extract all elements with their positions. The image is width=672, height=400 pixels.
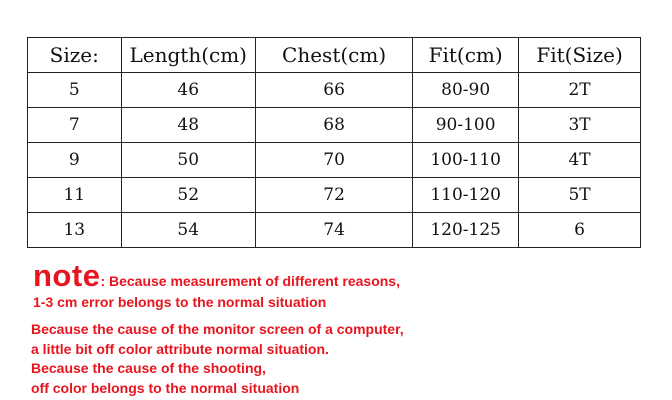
disclaimer-line: off color belongs to the normal situation <box>31 379 300 396</box>
cell-chest: 74 <box>255 213 412 248</box>
cell-fit-cm: 120-125 <box>413 213 519 248</box>
cell-fit-size: 4T <box>519 143 641 178</box>
header-length: Length(cm) <box>121 38 255 73</box>
table-header-row <box>28 38 641 73</box>
note-text-line1: : Because measurement of different reasons, <box>100 273 400 289</box>
cell-chest: 72 <box>255 178 412 213</box>
cell-size: 11 <box>28 178 122 213</box>
cell-size: 13 <box>28 213 122 248</box>
table-row <box>28 178 641 213</box>
header-chest: Chest(cm) <box>255 38 412 73</box>
table-row <box>28 73 641 108</box>
cell-size: 9 <box>28 143 122 178</box>
cell-fit-cm: 90-100 <box>413 108 519 143</box>
note-text-line2: 1-3 cm error belongs to the normal situation <box>33 294 327 310</box>
cell-fit-cm: 100-110 <box>413 143 519 178</box>
cell-length: 50 <box>121 143 255 178</box>
cell-fit-cm: 80-90 <box>413 73 519 108</box>
disclaimer-line: Because the cause of the monitor screen of a computer, <box>31 321 404 337</box>
cell-length: 48 <box>121 108 255 143</box>
note-label: note <box>33 258 101 293</box>
header-fit-size: Fit(Size) <box>519 38 641 73</box>
header-size: Size: <box>28 38 122 73</box>
note-heading-line <box>33 258 400 294</box>
cell-size: 7 <box>28 108 122 143</box>
cell-fit-size: 3T <box>519 108 641 143</box>
color-disclaimer <box>31 320 404 398</box>
size-chart-table <box>27 37 641 248</box>
disclaimer-line: a little bit off color attribute normal situation. <box>31 340 329 357</box>
table-row <box>28 143 641 178</box>
cell-length: 52 <box>121 178 255 213</box>
cell-fit-size: 2T <box>519 73 641 108</box>
table-row <box>28 213 641 248</box>
cell-fit-size: 5T <box>519 178 641 213</box>
cell-chest: 68 <box>255 108 412 143</box>
table-row <box>28 108 641 143</box>
cell-size: 5 <box>28 73 122 108</box>
disclaimer-line: Because the cause of the shooting, <box>31 360 266 376</box>
header-fit-cm: Fit(cm) <box>413 38 519 73</box>
cell-fit-cm: 110-120 <box>413 178 519 213</box>
cell-length: 46 <box>121 73 255 108</box>
cell-chest: 66 <box>255 73 412 108</box>
cell-length: 54 <box>121 213 255 248</box>
cell-chest: 70 <box>255 143 412 178</box>
cell-fit-size: 6 <box>519 213 641 248</box>
